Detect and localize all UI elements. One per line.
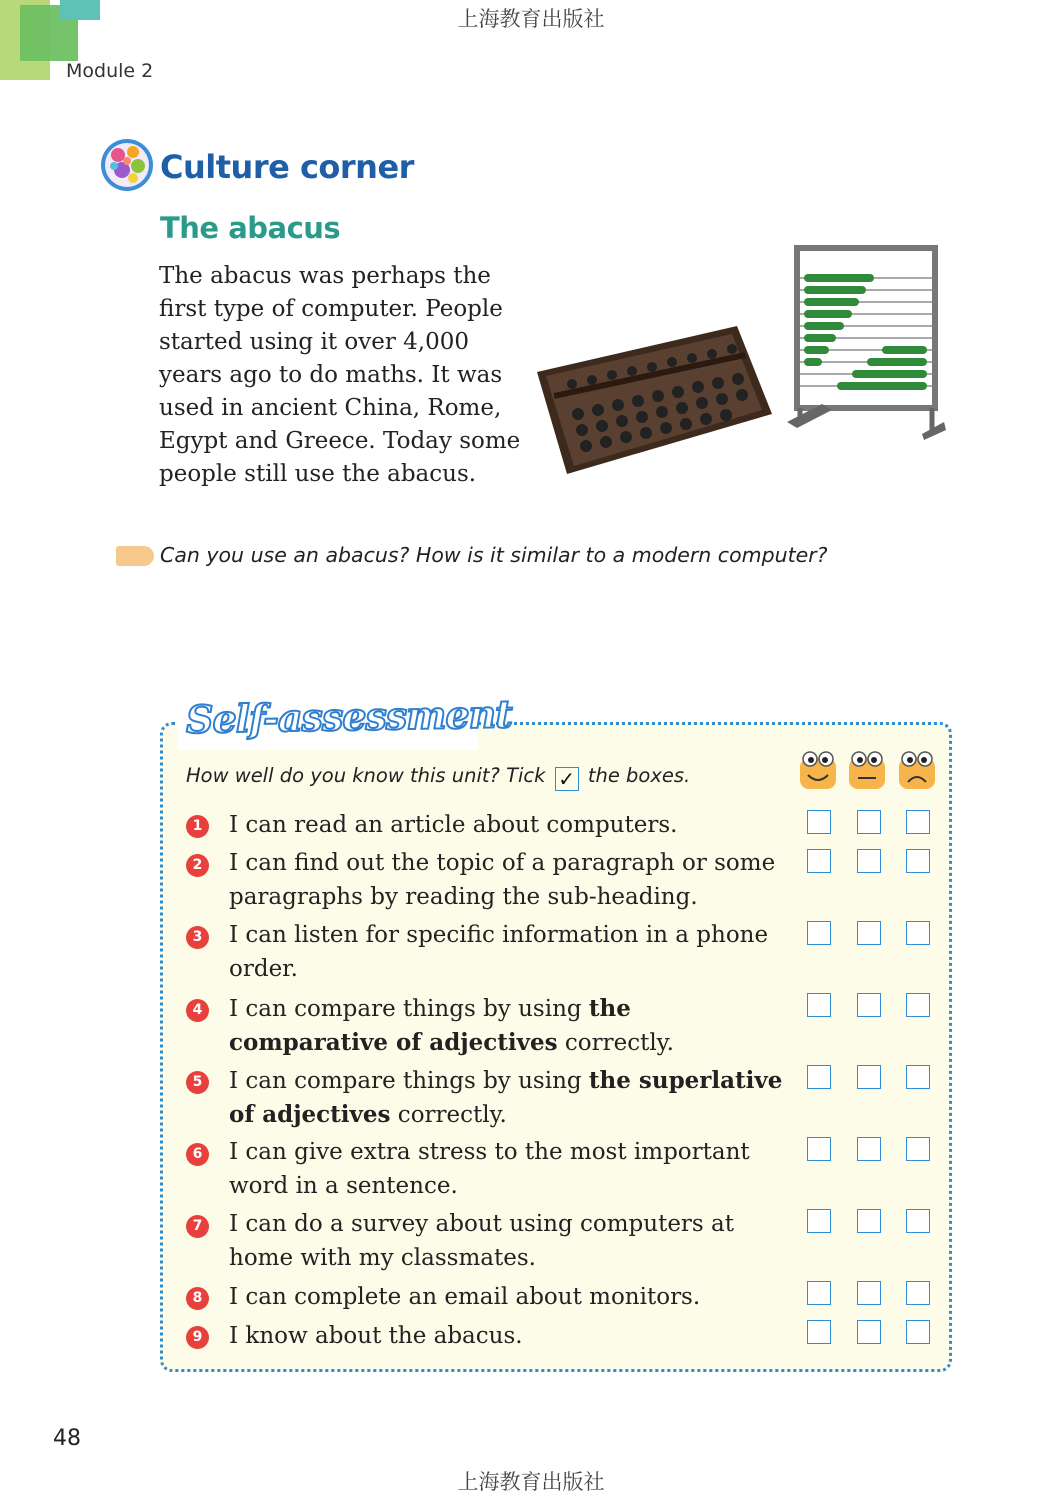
checkbox-okay[interactable] (857, 810, 881, 834)
checkbox-good[interactable] (807, 1065, 831, 1089)
happy-face-icon (799, 750, 837, 790)
checkbox-good[interactable] (807, 1209, 831, 1233)
checkbox-poor[interactable] (906, 1137, 930, 1161)
neutral-face-icon (848, 750, 886, 790)
question-marker (116, 546, 154, 566)
item-number: 8 (186, 1287, 209, 1310)
checkbox-poor[interactable] (906, 810, 930, 834)
checkbox-okay[interactable] (857, 849, 881, 873)
assessment-item: I know about the abacus. (229, 1323, 523, 1349)
checkbox-okay[interactable] (857, 1065, 881, 1089)
publisher-watermark-bottom: 上海教育出版社 (457, 1470, 605, 1494)
item-number: 3 (186, 926, 209, 949)
assessment-item: I can find out the topic of a paragraph or some paragraphs by reading the sub-heading. (229, 850, 776, 910)
checkbox-poor[interactable] (906, 1320, 930, 1344)
module-label: Module 2 (66, 60, 154, 82)
checkbox-good[interactable] (807, 993, 831, 1017)
checkbox-poor[interactable] (906, 993, 930, 1017)
checkbox-good[interactable] (807, 849, 831, 873)
item-number: 2 (186, 854, 209, 877)
assessment-item: I can compare things by using the comparative of adjectives correctly. (229, 995, 674, 1056)
assessment-item: I can listen for specific information in a phone order. (229, 922, 769, 982)
section-heading: Culture corner (160, 148, 414, 186)
item-number: 9 (186, 1326, 209, 1349)
checkbox-poor[interactable] (906, 849, 930, 873)
checkbox-okay[interactable] (857, 1137, 881, 1161)
checkbox-good[interactable] (807, 921, 831, 945)
item-number: 7 (186, 1215, 209, 1238)
checkbox-poor[interactable] (906, 921, 930, 945)
checkbox-poor[interactable] (906, 1281, 930, 1305)
article-body: The abacus was perhaps the first type of computer. People started using it over 4,000 years ago to do maths. It was used in ancient China, Rome, Egypt and Greece. Today some people still use the abacus. (159, 263, 521, 487)
checkbox-good[interactable] (807, 1320, 831, 1344)
assessment-item: I can do a survey about using computers at home with my classmates. (229, 1211, 735, 1271)
globe-icon (100, 138, 154, 192)
item-number: 6 (186, 1143, 209, 1166)
assessment-item: I can read an article about computers. (229, 812, 678, 838)
item-number: 5 (186, 1071, 209, 1094)
checkbox-poor[interactable] (906, 1209, 930, 1233)
checkbox-good[interactable] (807, 1281, 831, 1305)
assessment-item: I can compare things by using the superlative of adjectives correctly. (229, 1067, 783, 1128)
checkbox-good[interactable] (807, 810, 831, 834)
item-number: 1 (186, 815, 209, 838)
abacus-illustration (532, 244, 947, 494)
checkbox-good[interactable] (807, 1137, 831, 1161)
item-number: 4 (186, 999, 209, 1022)
assessment-item: I can complete an email about monitors. (229, 1284, 701, 1310)
self-assessment-title: Self-assessment (185, 691, 513, 742)
checkbox-okay[interactable] (857, 1209, 881, 1233)
sad-face-icon (898, 750, 936, 790)
checkbox-okay[interactable] (857, 921, 881, 945)
self-assessment-instruction: How well do you know this unit? Tick ✓ the boxes. (186, 764, 691, 791)
discussion-question: Can you use an abacus? How is it similar to a modern computer? (160, 543, 828, 567)
assessment-item: I can give extra stress to the most important word in a sentence. (229, 1139, 750, 1199)
checkbox-okay[interactable] (857, 1281, 881, 1305)
article-subheading: The abacus (160, 211, 341, 245)
publisher-watermark-top: 上海教育出版社 (457, 7, 605, 31)
page-number: 48 (53, 1426, 81, 1451)
tick-icon: ✓ (555, 767, 579, 791)
checkbox-okay[interactable] (857, 993, 881, 1017)
checkbox-okay[interactable] (857, 1320, 881, 1344)
checkbox-poor[interactable] (906, 1065, 930, 1089)
